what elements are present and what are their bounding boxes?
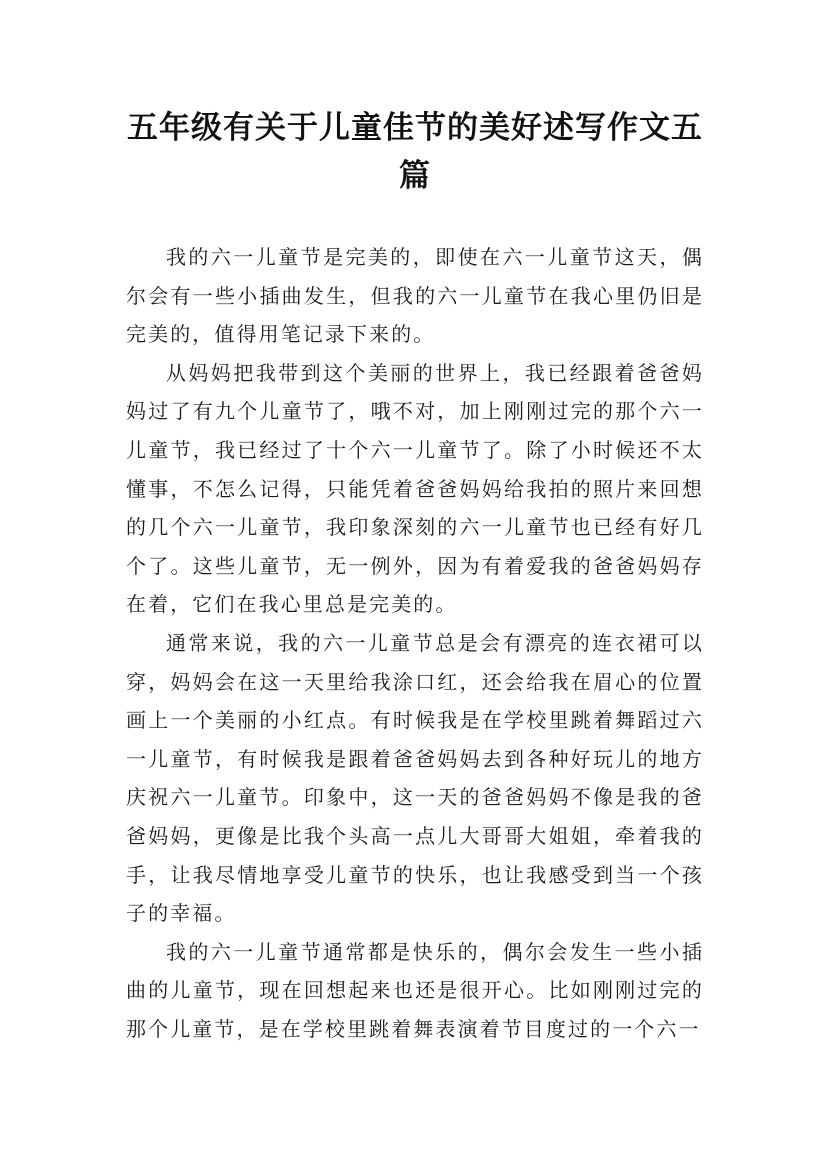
document-body <box>126 238 704 1048</box>
paragraph-4: 我的六一儿童节通常都是快乐的，偶尔会发生一些小插曲的儿童节，现在回想起来也还是很开心。比如刚刚过完的那个儿童节，是在学校里跳着舞表演着节目度过的一个六一 <box>126 939 704 1041</box>
paragraph-1: 我的六一儿童节是完美的，即使在六一儿童节这天，偶尔会有一些小插曲发生，但我的六一儿童节在我心里仍旧是完美的，值得用笔记录下来的。 <box>126 245 704 347</box>
paragraph-2: 从妈妈把我带到这个美丽的世界上，我已经跟着爸爸妈妈过了有九个儿童节了，哦不对，加上刚刚过完的那个六一儿童节，我已经过了十个六一儿童节了。除了小时候还不太懂事，不怎么记得，只能凭着爸爸妈妈给我拍的照片来回想的几个六一儿童节，我印象深刻的六一儿童节也已经有好几个了。这些儿童节，无一例外，因为有着爱我的爸爸妈妈存在着，它们在我心里总是完美的。 <box>126 360 704 617</box>
document-title: 五年级有关于儿童佳节的美好述写作文五篇 <box>127 110 703 194</box>
paragraph-3: 通常来说，我的六一儿童节总是会有漂亮的连衣裙可以穿，妈妈会在这一天里给我涂口红，还会给我在眉心的位置画上一个美丽的小红点。有时候我是在学校里跳着舞蹈过六一儿童节，有时候我是跟着爸爸妈妈去到各种好玩儿的地方庆祝六一儿童节。印象中，这一天的爸爸妈妈不像是我的爸爸妈妈，更像是比我个头高一点儿大哥哥大姐姐，牵着我的手，让我尽情地享受儿童节的快乐，也让我感受到当一个孩子的幸福。 <box>126 630 704 926</box>
